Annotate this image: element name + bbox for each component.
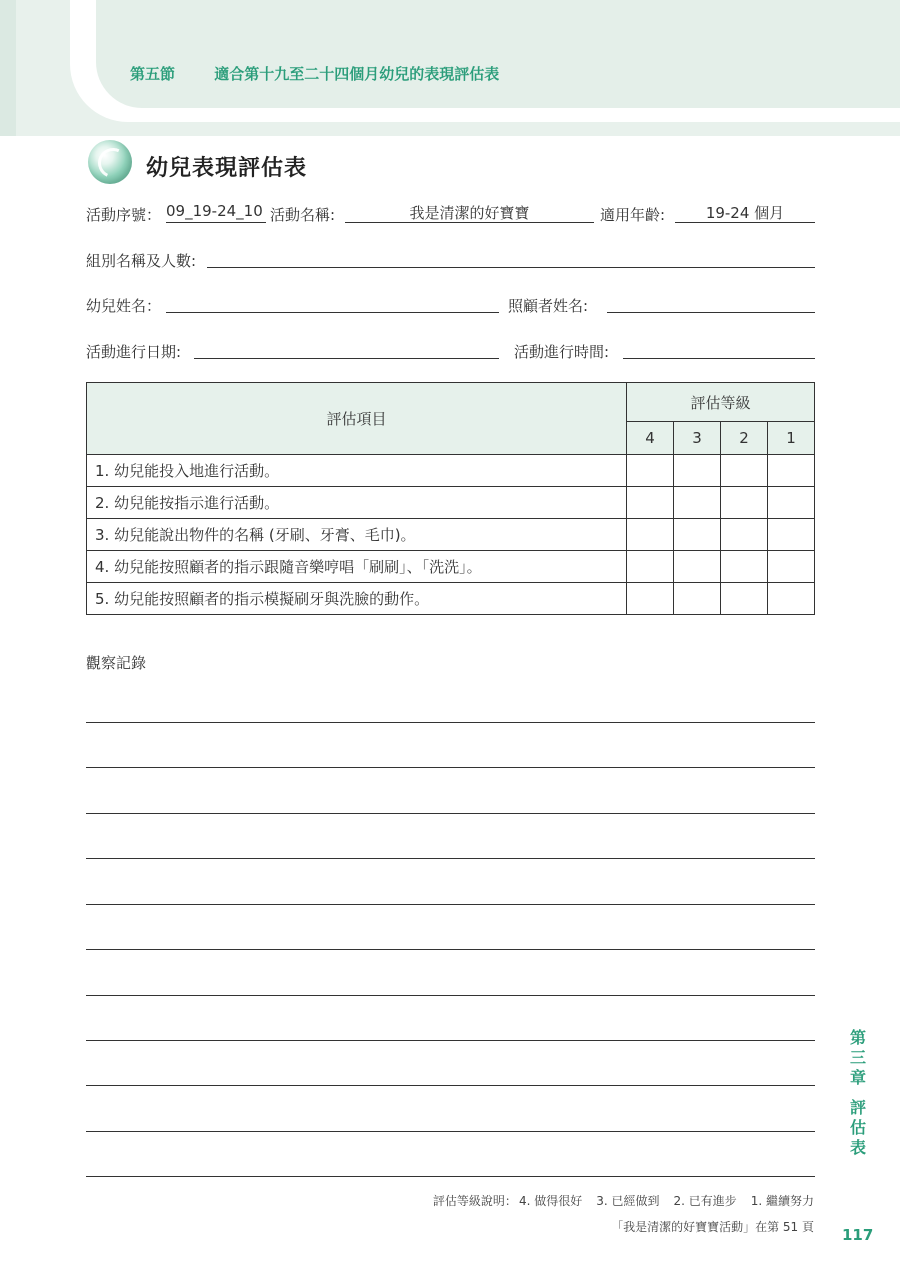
grade-cell[interactable]	[627, 551, 674, 583]
bubble-icon	[88, 140, 132, 184]
group-label: 組別名稱及人數:	[86, 252, 197, 270]
observation-line[interactable]	[86, 904, 815, 905]
section-title: 適合第十九至二十四個月幼兒的表現評估表	[214, 65, 500, 83]
date-label: 活動進行日期:	[86, 343, 182, 361]
header-stripe	[0, 0, 16, 136]
grade-4-header: 4	[627, 422, 674, 455]
grade-header: 評估等級	[627, 383, 815, 422]
grade-cell[interactable]	[674, 455, 721, 487]
child-name-label: 幼兒姓名：	[86, 297, 162, 315]
page-reference: 「我是清潔的好寶寶活動」在第 51 頁	[611, 1220, 814, 1234]
grade-1-header: 1	[768, 422, 815, 455]
observation-line[interactable]	[86, 1131, 815, 1132]
observation-line[interactable]	[86, 858, 815, 859]
grade-cell[interactable]	[627, 583, 674, 615]
time-field[interactable]	[623, 338, 815, 359]
chapter-char: 第	[849, 1028, 866, 1047]
chapter-name-char: 估	[849, 1118, 866, 1137]
observation-line[interactable]	[86, 949, 815, 950]
page-number: 117	[842, 1226, 874, 1244]
age-field[interactable]: 19-24 個月	[675, 202, 815, 223]
legend-grade-4: 4. 做得很好	[518, 1194, 583, 1208]
item-label: 4. 幼兒能按照顧者的指示跟隨音樂哼唱「刷刷」、「洗洗」。	[87, 551, 627, 583]
observation-line[interactable]	[86, 1085, 815, 1086]
legend-grade-1: 1. 繼續努力	[750, 1194, 814, 1208]
grade-cell[interactable]	[768, 487, 815, 519]
grade-cell[interactable]	[721, 487, 768, 519]
chapter-char: 章	[849, 1068, 866, 1087]
grade-cell[interactable]	[674, 519, 721, 551]
legend-label: 評估等級說明：	[432, 1194, 517, 1208]
observation-line[interactable]	[86, 1176, 815, 1177]
grade-cell[interactable]	[768, 455, 815, 487]
observation-line[interactable]	[86, 995, 815, 996]
chapter-name-tab	[848, 1098, 868, 1158]
activity-name-field[interactable]: 我是清潔的好寶寶	[345, 202, 594, 223]
chapter-name-char: 表	[849, 1138, 866, 1157]
table-row	[87, 583, 815, 615]
date-field[interactable]	[194, 338, 499, 359]
grade-cell[interactable]	[721, 519, 768, 551]
item-label: 3. 幼兒能說出物件的名稱 (牙刷、牙膏、毛巾)。	[87, 519, 627, 551]
grade-legend	[433, 1192, 814, 1209]
observation-line[interactable]	[86, 1040, 815, 1041]
grade-2-header: 2	[721, 422, 768, 455]
table-row	[87, 519, 815, 551]
table-row	[87, 455, 815, 487]
page-title: 幼兒表現評估表	[146, 156, 308, 181]
observation-line[interactable]	[86, 722, 815, 723]
carer-name-label: 照顧者姓名:	[508, 297, 589, 315]
age-label: 適用年齡:	[600, 206, 666, 224]
activity-no-label: 活動序號：	[86, 206, 162, 224]
observation-line[interactable]	[86, 767, 815, 768]
grade-cell[interactable]	[674, 551, 721, 583]
activity-name-label: 活動名稱:	[270, 206, 336, 224]
grade-cell[interactable]	[674, 487, 721, 519]
chapter-name-char: 評	[849, 1098, 866, 1117]
header-inner	[96, 0, 900, 108]
time-label: 活動進行時間:	[514, 343, 610, 361]
evaluation-table	[86, 382, 815, 615]
activity-no-field[interactable]: 09_19-24_10	[166, 202, 266, 223]
section-heading	[130, 63, 499, 84]
chapter-tab	[848, 1028, 868, 1088]
grade-cell[interactable]	[627, 455, 674, 487]
child-name-field[interactable]	[166, 292, 499, 313]
grade-cell[interactable]	[768, 583, 815, 615]
grade-cell[interactable]	[721, 583, 768, 615]
grade-cell[interactable]	[768, 519, 815, 551]
grade-cell[interactable]	[721, 551, 768, 583]
grade-cell[interactable]	[674, 583, 721, 615]
observation-label: 觀察記錄	[86, 654, 147, 672]
grade-cell[interactable]	[627, 487, 674, 519]
section-number: 第五節	[130, 65, 176, 83]
group-field[interactable]	[207, 247, 815, 268]
item-label: 1. 幼兒能投入地進行活動。	[87, 455, 627, 487]
legend-grade-3: 3. 已經做到	[596, 1194, 660, 1208]
grade-cell[interactable]	[721, 455, 768, 487]
legend-grade-2: 2. 已有進步	[673, 1194, 737, 1208]
item-label: 5. 幼兒能按照顧者的指示模擬刷牙與洗臉的動作。	[87, 583, 627, 615]
item-label: 2. 幼兒能按指示進行活動。	[87, 487, 627, 519]
grade-3-header: 3	[674, 422, 721, 455]
chapter-char: 三	[849, 1048, 866, 1067]
item-header: 評估項目	[87, 383, 627, 455]
grade-cell[interactable]	[627, 519, 674, 551]
table-row	[87, 551, 815, 583]
observation-line[interactable]	[86, 813, 815, 814]
carer-name-field[interactable]	[607, 292, 815, 313]
table-row	[87, 487, 815, 519]
grade-cell[interactable]	[768, 551, 815, 583]
